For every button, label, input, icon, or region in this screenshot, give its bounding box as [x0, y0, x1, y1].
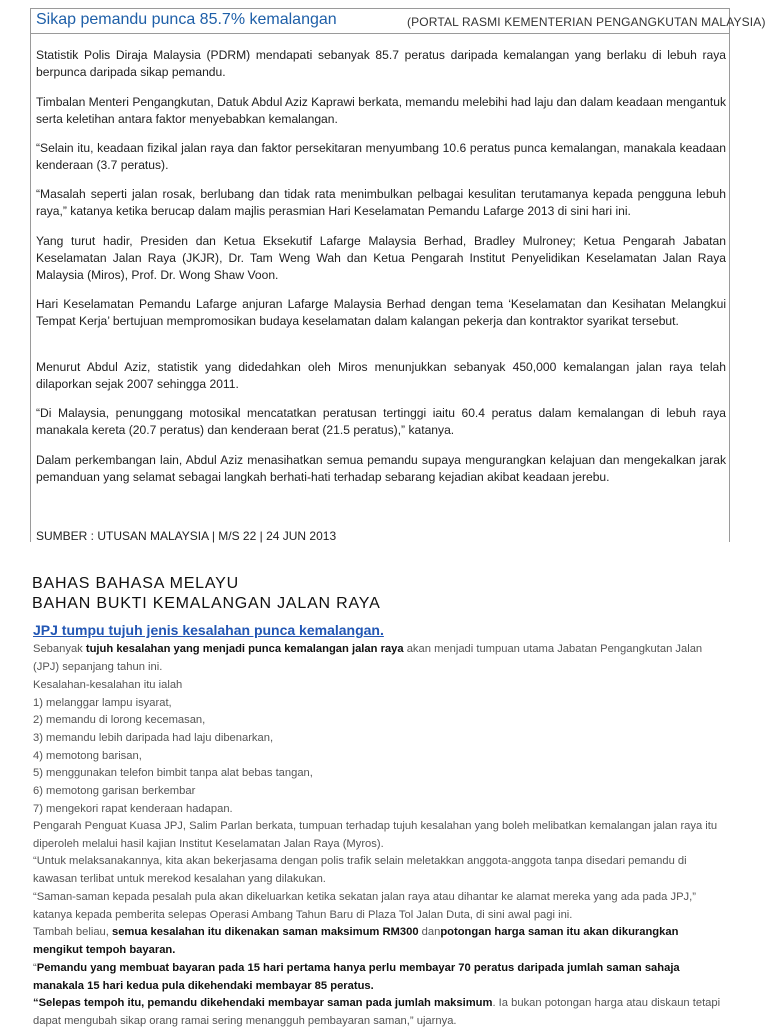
- list-item: 5) menggunakan telefon bimbit tanpa alat bebas tangan,: [33, 767, 313, 779]
- intro-text: akan menjadi tumpuan utama Jabatan Pengangkutan Jalan (JPJ) sepanjang tahun ini.: [33, 643, 703, 673]
- body-paragraph: [33, 995, 730, 1030]
- article-paragraph: Dalam perkembangan lain, Abdul Aziz menasihatkan semua pemandu supaya mengurangkan kelajuan dan mengekalkan jarak pemanduan yang selamat sebagai langkah berhati-hati terhadap sebarang kejadian akibat keadaan jerebu.: [36, 453, 726, 484]
- list-intro: Kesalahan-kesalahan itu ialah: [33, 679, 183, 691]
- list-item: 6) memotong garisan berkembar: [33, 785, 196, 797]
- body-text: dan: [418, 926, 441, 938]
- article-paragraph: Hari Keselamatan Pemandu Lafarge anjuran Lafarge Malaysia Berhad dengan tema ‘Keselamatan dan Kesihatan Melangkui Tempat Kerja’ bertujuan mempromosikan budaya keselamatan dalam kalangan pekerja dan kontraktor syarikat tersebut.: [36, 297, 726, 328]
- article-paragraph: Timbalan Menteri Pengangkutan, Datuk Abdul Aziz Kaprawi berkata, memandu melebihi had laju dan dalam keadaan mengantuk serta keletihan antara faktor menyebabkan kemalangan.: [36, 95, 726, 126]
- article-source-footer: SUMBER : UTUSAN MALAYSIA | M/S 22 | 24 JUN 2013: [36, 529, 337, 543]
- intro-text: Sebanyak: [33, 643, 86, 655]
- article-paragraph: “Di Malaysia, penunggang motosikal mencatatkan peratusan tertinggi iaitu 60.4 peratus dalam kemalangan di lebuh raya manakala kereta (20.7 peratus) dan kenderaan berat (21.5 peratus),” katanya.: [36, 406, 726, 437]
- body-bold: “Selepas tempoh itu, pemandu dikehendaki membayar saman pada jumlah maksimum: [33, 997, 493, 1009]
- body-bold: semua kesalahan itu dikenakan saman maksimum RM300: [111, 926, 419, 938]
- body-text: “: [33, 962, 37, 974]
- body-text: Tambah beliau,: [33, 926, 112, 938]
- list-item: 3) memandu lebih daripada had laju dibenarkan,: [33, 732, 274, 744]
- article-title: Sikap pemandu punca 85.7% kemalangan: [36, 11, 337, 28]
- body-paragraph: [33, 924, 730, 959]
- body-paragraph: Pengarah Penguat Kuasa JPJ, Salim Parlan berkata, tumpuan terhadap tujuh kesalahan yang boleh melibatkan kemalangan jalan raya itu diperoleh melalui hasil kajian Institut Keselamatan Jalan Raya (Myros).: [33, 820, 718, 850]
- body-bold: Pemandu yang membuat bayaran pada 15 hari pertama hanya perlu membayar 70 peratus daripada jumlah saman sahaja manakala 15 hari kedua pula dikehendaki membayar 85 peratus.: [33, 962, 680, 992]
- body-paragraph: [33, 960, 730, 995]
- intro-paragraph: [33, 641, 730, 676]
- article-paragraph: Menurut Abdul Aziz, statistik yang didedahkan oleh Miros menunjukkan sebanyak 450,000 kemalangan jalan raya telah dilaporkan sejak 2007 sehingga 2011.: [36, 360, 726, 391]
- article-source-label: (PORTAL RASMI KEMENTERIAN PENGANGKUTAN MALAYSIA): [407, 15, 766, 29]
- body-paragraph: “Saman-saman kepada pesalah pula akan dikeluarkan ketika sekatan jalan raya atau dihantar ke alamat mereka yang ada pada JPJ,” katanya kepada pemberita selepas Operasi Ambang Tahun Baru di Plaza Tol Jalan Duta, di sini awal pagi ini.: [33, 891, 696, 921]
- article-paragraph: “Selain itu, keadaan fizikal jalan raya dan faktor persekitaran menyumbang 10.6 peratus punca kemalangan, manakala keadaan kenderaan (3.7 peratus).: [36, 141, 726, 172]
- article-paragraph: “Masalah seperti jalan rosak, berlubang dan tidak rata menimbulkan pelbagai kesulitan terutamanya kepada pengguna lebuh raya,” katanya ketika berucap dalam majlis perasmian Hari Keselamatan Pemandu Lafarge 2013 di sini hari ini.: [36, 187, 726, 218]
- body-text: . Ia bukan potongan harga atau diskaun tetapi dapat mengubah sikap orang ramai sering menangguh pembayaran saman,” ujarnya.: [33, 997, 721, 1027]
- body-bold: potongan harga saman itu akan dikurangkan mengikut tempoh bayaran.: [33, 926, 679, 956]
- article-paragraph: Yang turut hadir, Presiden dan Ketua Eksekutif Lafarge Malaysia Berhad, Bradley Mulroney; Ketua Pengarah Jabatan Keselamatan Jalan Raya (JKJR), Dr. Tam Weng Wah dan Ketua Pengarah Institut Penyelidikan Keselamatan Jalan Raya Malaysia (Miros), Prof. Dr. Wong Shaw Voon.: [36, 234, 726, 282]
- body-paragraph: “Untuk melaksanakannya, kita akan bekerjasama dengan polis trafik selain meletakkan anggota-anggota tanpa disedari pemandu di kawasan terlibat untuk merekod kesalahan yang dilakukan.: [33, 855, 687, 885]
- list-item: 2) memandu di lorong kecemasan,: [33, 714, 206, 726]
- article-link[interactable]: JPJ tumpu tujuh jenis kesalahan punca kemalangan.: [33, 622, 384, 638]
- article-box: [30, 8, 766, 543]
- section-heading: [32, 574, 381, 614]
- list-item: 1) melanggar lampu isyarat,: [33, 697, 172, 709]
- list-item: 7) mengekori rapat kenderaan hadapan.: [33, 803, 233, 815]
- section-heading-line: BAHAN BUKTI KEMALANGAN JALAN RAYA: [32, 595, 381, 612]
- article-header: [31, 9, 766, 34]
- list-item: 4) memotong barisan,: [33, 750, 142, 762]
- article-paragraph: Statistik Polis Diraja Malaysia (PDRM) mendapati sebanyak 85.7 peratus daripada kemalangan yang berlaku di lebuh raya berpunca daripada sikap pemandu.: [36, 48, 726, 79]
- section-heading-line: BAHAS BAHASA MELAYU: [32, 575, 239, 592]
- intro-bold: tujuh kesalahan yang menjadi punca kemalangan jalan raya: [85, 643, 404, 655]
